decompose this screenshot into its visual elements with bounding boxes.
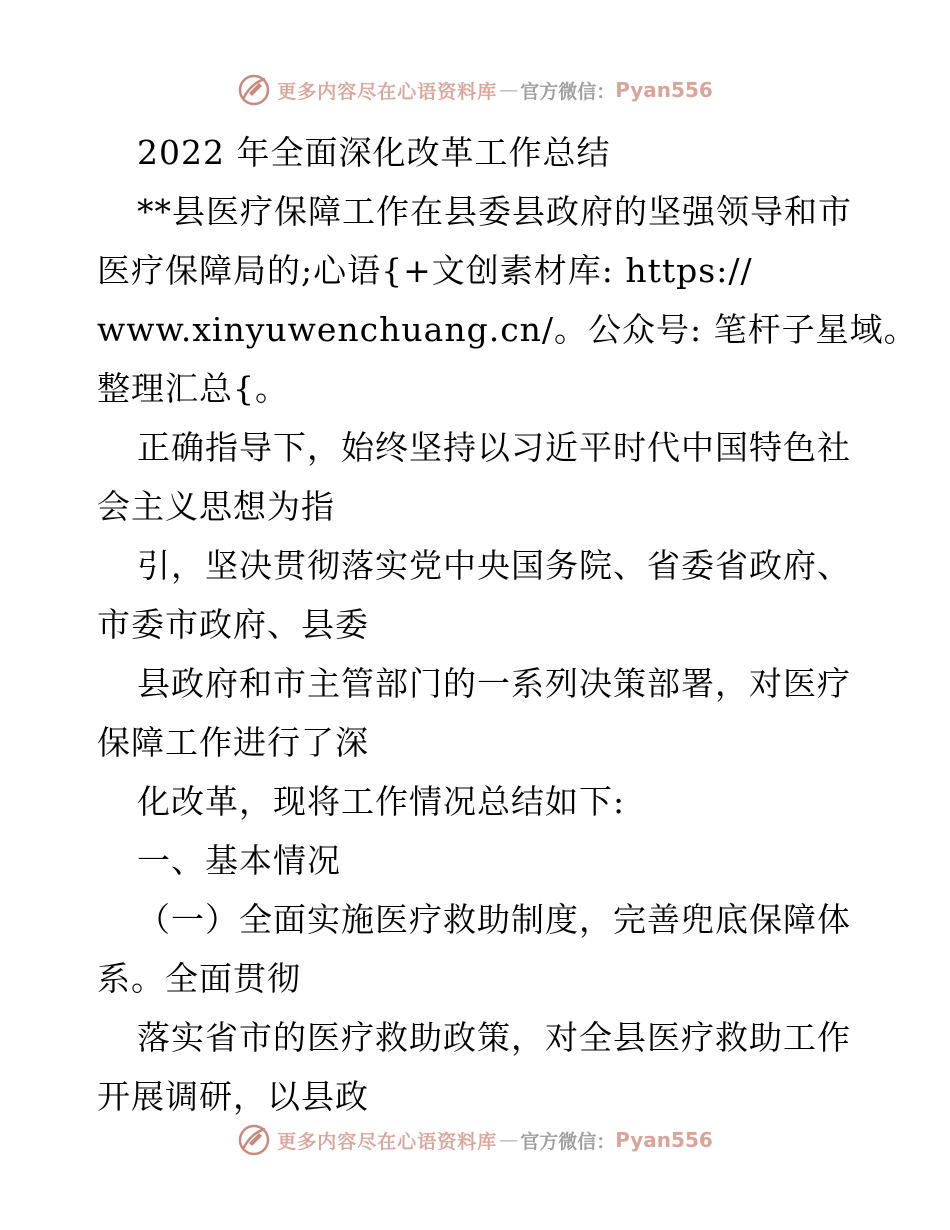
paragraph-line: 落实省市的医疗救助政策，对全县医疗救助工作: [137, 1018, 851, 1057]
paragraph-line: 系。全面贯彻: [97, 959, 301, 998]
section-heading: 一、基本情况: [137, 841, 341, 880]
paragraph-line: www.xinyuwenchuang.cn/。公众号: 笔杆子星域。: [97, 310, 918, 349]
paragraph-line: **县医疗保障工作在县委县政府的坚强领导和市: [137, 192, 852, 231]
footer-banner: [0, 1120, 950, 1160]
banner-title: 更多内容尽在心语资料库: [277, 80, 498, 103]
document-title: 2022 年全面深化改革工作总结: [137, 133, 611, 172]
pen-logo-icon: [237, 1123, 271, 1157]
header-banner: [0, 70, 950, 110]
banner-dash: —: [499, 79, 519, 101]
document-body: [97, 123, 918, 1126]
banner-wechat-label: 官方微信：: [520, 80, 616, 103]
paragraph-line: 县政府和市主管部门的一系列决策部署，对医疗: [137, 664, 851, 703]
paragraph-line: 保障工作进行了深: [97, 723, 369, 762]
banner-wechat-id: Pyan556: [615, 78, 713, 102]
pen-logo-icon: [237, 73, 271, 107]
paragraph-line: 开展调研，以县政: [97, 1077, 369, 1116]
banner-title: 更多内容尽在心语资料库: [277, 1130, 498, 1153]
paragraph-line: 会主义思想为指: [97, 487, 335, 526]
paragraph-line: 整理汇总{。: [97, 369, 289, 408]
banner-dash: —: [499, 1129, 519, 1151]
banner-wechat-id: Pyan556: [615, 1128, 713, 1152]
paragraph-line: 正确指导下，始终坚持以习近平时代中国特色社: [137, 428, 851, 467]
subsection-heading: （一）全面实施医疗救助制度，完善兜底保障体: [137, 900, 851, 939]
paragraph-line: 化改革，现将工作情况总结如下:: [137, 782, 626, 821]
paragraph-line: 医疗保障局的;心语{+文创素材库: https://: [97, 251, 753, 290]
banner-wechat-label: 官方微信：: [520, 1130, 616, 1153]
paragraph-line: 市委市政府、县委: [97, 605, 369, 644]
paragraph-line: 引，坚决贯彻落实党中央国务院、省委省政府、: [137, 546, 851, 585]
